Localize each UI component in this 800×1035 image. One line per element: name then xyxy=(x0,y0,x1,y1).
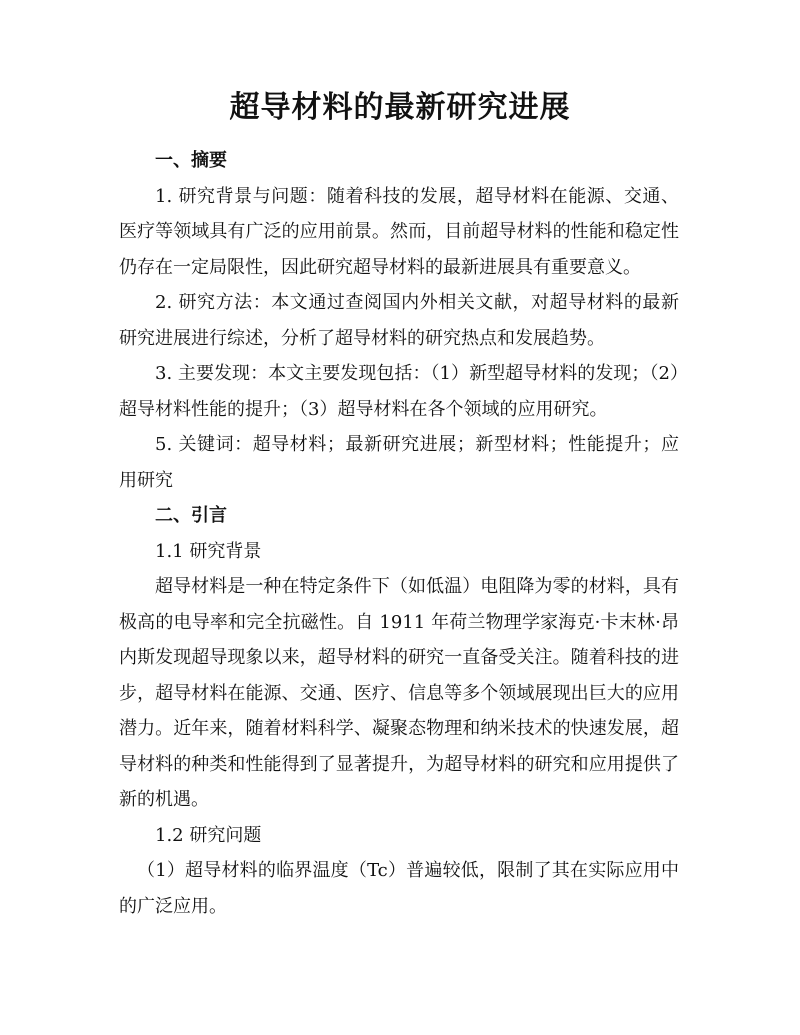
subsection-heading-background: 1.1 研究背景 xyxy=(155,540,262,562)
section-heading-abstract: 一、摘要 xyxy=(155,150,227,171)
problem-item-1: （1）超导材料的临界温度（Tc）普遍较低，限制了其在实际应用中的广泛应用。 xyxy=(119,860,679,917)
subsection-heading-problems: 1.2 研究问题 xyxy=(155,824,262,846)
document-body xyxy=(119,143,679,924)
document-title: 超导材料的最新研究进展 xyxy=(229,90,571,125)
abstract-findings-paragraph: 3. 主要发现：本文主要发现包括：（1）新型超导材料的发现；（2）超导材料性能的提升；（3）超导材料在各个领域的应用研究。 xyxy=(119,363,679,420)
abstract-method-paragraph: 2. 研究方法：本文通过查阅国内外相关文献，对超导材料的最新研究进展进行综述，分析了超导材料的研究热点和发展趋势。 xyxy=(119,292,679,349)
abstract-background-paragraph: 1. 研究背景与问题：随着科技的发展，超导材料在能源、交通、医疗等领域具有广泛的应用前景。然而，目前超导材料的性能和稳定性仍存在一定局限性，因此研究超导材料的最新进展具有重要意义。 xyxy=(119,185,679,278)
abstract-keywords-paragraph: 5. 关键词：超导材料；最新研究进展；新型材料；性能提升；应用研究 xyxy=(119,434,679,491)
background-paragraph: 超导材料是一种在特定条件下（如低温）电阻降为零的材料，具有极高的电导率和完全抗磁性。自 1911 年荷兰物理学家海克·卡末林·昂内斯发现超导现象以来，超导材料的研究一直备受关注。随着科技的进步，超导材料在能源、交通、医疗、信息等多个领域展现出巨大的应用潜力。近年来，随着材料科学、凝聚态物理和纳米技术的快速发展，超导材料的种类和性能得到了显著提升，为超导材料的研究和应用提供了新的机遇。 xyxy=(119,576,679,810)
section-heading-introduction: 二、引言 xyxy=(155,505,227,526)
